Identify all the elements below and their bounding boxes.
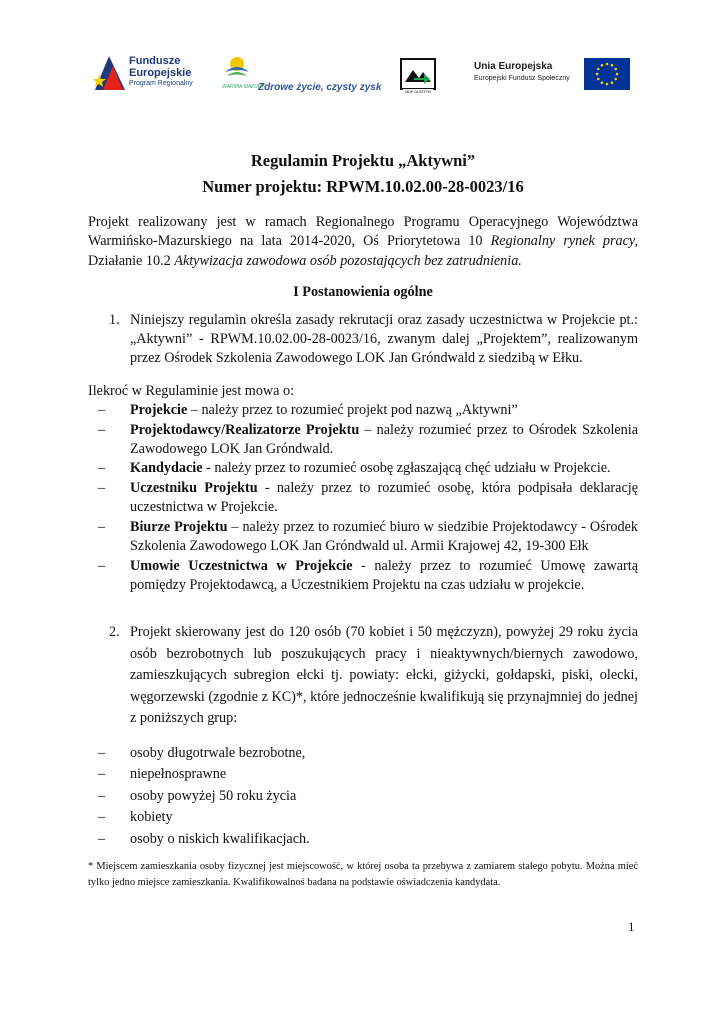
- fundusze-europejskie-logo: [93, 52, 203, 96]
- muf-olsztyn-logo: [400, 58, 436, 94]
- definition-item: – Kandydacie - należy przez to rozumieć osobę zgłaszającą chęć udziału w Projekcie.: [98, 460, 611, 477]
- definitions-list: [88, 401, 638, 595]
- wm-slogan: Zdrowe życie, czysty zysk: [258, 82, 382, 93]
- group-item: – osoby długotrwale bezrobotne,: [98, 744, 306, 761]
- unia-europejska-logo: [474, 56, 634, 96]
- fe-star-icon: [93, 52, 127, 92]
- fe-line1: Fundusze: [129, 55, 181, 67]
- fe-line3: Program Regionalny: [129, 80, 193, 87]
- eu-flag-icon: [584, 58, 630, 90]
- ue-line1: Unia Europejska: [474, 61, 553, 72]
- title-line1: Regulamin Projektu „Aktywni”: [250, 151, 476, 170]
- point-1: 1. Niniejszy regulamin określa zasady rekrutacji oraz zasady uczestnictwa w Projekcie pt.: „Aktywni” - RPWM.10.02.00-28-0023/16, zwanym dalej „Projektem”, realizowanym przez Ośrodek Szkolenia Zawodowego LOK Jan Gróndwald z siedzibą w Ełku.: [109, 311, 638, 367]
- group-item: – osoby o niskich kwalifikacjach.: [98, 830, 310, 847]
- intro-paragraph: Projekt realizowany jest w ramach Regionalnego Programu Operacyjnego Województwa Warmińsko-Mazurskiego na lata 2014-2020, Oś Priorytetowa 10 Regionalny rynek pracy, Działanie 10.2 Aktywizacja zawodowa osób pozostających bez zatrudnienia.: [88, 214, 638, 269]
- logo-bar: [0, 52, 725, 100]
- ue-line2: Europejski Fundusz Społeczny: [474, 75, 570, 82]
- document-title: [88, 148, 638, 200]
- definition-item: – Projektodawcy/Realizatorze Projektu – należy rozumieć przez to Ośrodek Szkolenia Zawodowego LOK Jan Gróndwald.: [98, 421, 639, 458]
- document-body: [88, 148, 638, 890]
- section-heading: I Postanowienia ogólne: [293, 284, 433, 301]
- definition-item: – Uczestniku Projektu - należy przez to rozumieć osobę, która podpisała deklarację uczestnictwa w Projekcie.: [98, 479, 638, 516]
- definitions-lead: Ilekroć w Regulaminie jest mowa o:: [88, 382, 295, 399]
- group-item: – kobiety: [98, 809, 173, 826]
- muf-label: MUF OLSZTYN: [405, 90, 431, 94]
- definition-item: – Projekcie – należy przez to rozumieć projekt pod nazwą „Aktywni”: [98, 402, 518, 419]
- definition-item: – Biurze Projektu – należy przez to rozumieć biuro w siedzibie Projektodawcy - Ośrodek Szkolenia Zawodowego LOK Jan Gróndwald ul. Armii Krajowej 42, 19-300 Ełk: [98, 518, 638, 555]
- muf-emblem-icon: [400, 58, 436, 94]
- groups-list: [88, 743, 638, 850]
- warmia-mazury-logo: [222, 54, 382, 98]
- definition-item: – Umowie Uczestnictwa w Projekcie - należy przez to rozumieć Umowę zawartą pomiędzy Projektodawcą, a Uczestnikiem Projektu na czas udziału w projekcie.: [98, 557, 638, 593]
- footnote: * Miejscem zamieszkania osoby fizycznej jest miejscowość, w której osoba ta przebywa z zamiarem stałego pobytu. Można mieć tylko jedno miejsce zamieszkania. Kwalifikowalnoś badana na podstawie oświadczenia kandydata.: [88, 861, 638, 888]
- warmia-mazury-emblem-icon: [222, 54, 252, 82]
- group-item: – osoby powyżej 50 roku życia: [98, 787, 297, 804]
- fe-line2: Europejskie: [129, 67, 192, 79]
- wm-small-text: WARMIA MAZURY: [222, 84, 265, 90]
- page-number: 1: [628, 919, 635, 934]
- point-2: 2. Projekt skierowany jest do 120 osób (70 kobiet i 50 mężczyzn), powyżej 29 roku życia osób bezrobotnych lub poszukujących pracy i nieaktywnych/biernych zawodowo, zamieszkujących subregion ełcki tj. powiaty: ełcki, giżycki, gołdapski, piski, olecki, węgorzewski (zgodnie z KC)*, które jednocześnie kwalifikują się przynajmniej do jednej z poniższych grup:: [109, 624, 638, 727]
- title-line2: Numer projektu: RPWM.10.02.00-28-0023/16: [202, 177, 524, 196]
- group-item: – niepełnosprawne: [98, 766, 227, 783]
